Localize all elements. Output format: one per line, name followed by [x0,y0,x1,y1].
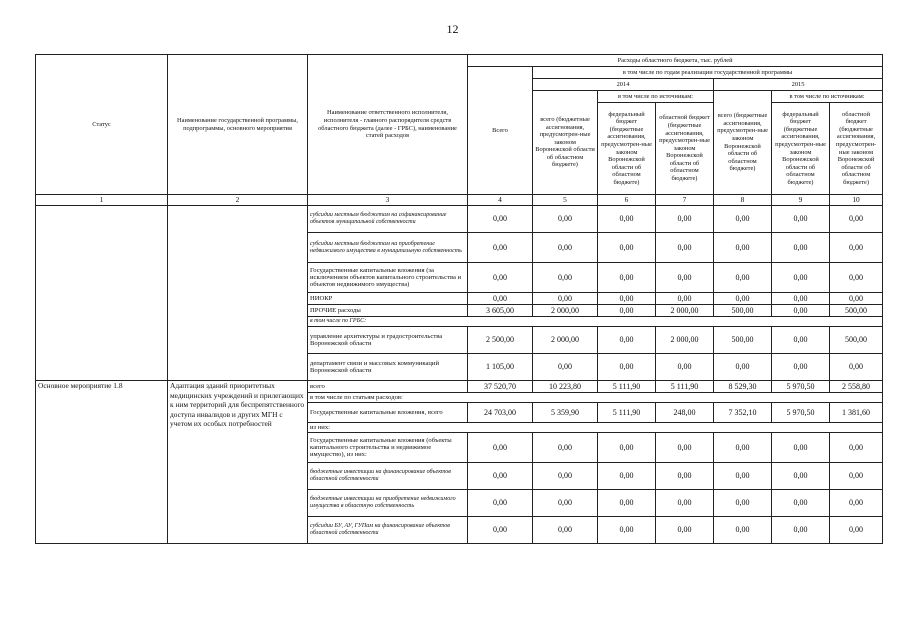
value-cell: 0,00 [533,463,598,490]
row-label: бюджетные инвестиции на финансирование объектов областной собственности [308,463,468,490]
value-cell: 0,00 [772,517,830,544]
value-cell: 0,00 [533,517,598,544]
value-cell: 1 105,00 [468,354,533,381]
value-cell: 0,00 [468,517,533,544]
value-cell: 0,00 [656,354,714,381]
row-label: из них: [308,423,883,433]
value-cell: 0,00 [656,206,714,233]
row-label: всего [308,381,468,393]
header-expenses: Расходы областного бюджета, тыс. рублей [468,55,883,67]
value-cell: 0,00 [598,293,656,305]
value-cell: 0,00 [468,263,533,293]
value-cell: 0,00 [714,517,772,544]
value-cell: 0,00 [598,463,656,490]
header-2014-regional: областной бюджет (бюджетные ассигнования, предусмотрен-ные законом Воронежской области об областном бюджете) [656,103,714,195]
value-cell: 7 352,10 [714,403,772,423]
value-cell: 0,00 [714,263,772,293]
value-cell: 5 970,50 [772,403,830,423]
row-label: субсидии местным бюджетам на софинансирование объектов муниципальной собственности [308,206,468,233]
value-cell: 0,00 [656,293,714,305]
header-2014-total: всего (бюджетные ассигнования, предусмотрен-ные законом Воронежской области об областном бюджете) [533,91,598,195]
value-cell: 0,00 [598,517,656,544]
header-2014-sources: в том числе по источникам: [598,91,714,103]
header-status: Статус [36,55,168,195]
value-cell: 0,00 [533,233,598,263]
column-number: 10 [830,195,883,206]
value-cell: 2 500,00 [468,327,533,354]
value-cell: 0,00 [714,354,772,381]
value-cell: 0,00 [830,490,883,517]
row-label: департамент связи и массовых коммуникаций Воронежской области [308,354,468,381]
value-cell: 0,00 [772,206,830,233]
value-cell: 0,00 [598,233,656,263]
value-cell: 0,00 [533,263,598,293]
value-cell: 0,00 [714,433,772,463]
value-cell: 5 111,90 [598,403,656,423]
header-2015-federal: федеральный бюджет (бюджетные ассигнования, предусмотрен-ные законом Воронежской области об областном бюджете) [772,103,830,195]
value-cell: 248,00 [656,403,714,423]
name-cell-empty [168,206,308,381]
value-cell: 0,00 [468,233,533,263]
value-cell: 0,00 [714,233,772,263]
value-cell: 0,00 [830,293,883,305]
value-cell: 3 605,00 [468,305,533,317]
status-cell-empty [36,206,168,381]
value-cell: 2 000,00 [656,327,714,354]
header-executor: Наименование ответственного исполнителя, исполнителя - главного распорядителя средств областного бюджета (далее - ГРБС), наименование статей расходов [308,55,468,195]
value-cell: 500,00 [830,327,883,354]
value-cell: 0,00 [830,433,883,463]
value-cell: 0,00 [656,233,714,263]
value-cell: 0,00 [533,293,598,305]
value-cell: 2 000,00 [533,305,598,317]
column-number: 4 [468,195,533,206]
measure-name: Адаптация зданий приоритетных медицинских учреждений и прилегающих к ним территорий для беспрепятственного доступа инвалидов и других МГН с учетом их особых потребностей [168,381,308,544]
column-number: 2 [168,195,308,206]
value-cell: 0,00 [598,206,656,233]
value-cell: 2 000,00 [656,305,714,317]
value-cell: 0,00 [714,490,772,517]
value-cell: 0,00 [468,206,533,233]
value-cell: 0,00 [772,263,830,293]
header-total: Всего [468,67,533,195]
value-cell: 0,00 [468,433,533,463]
value-cell: 0,00 [772,293,830,305]
value-cell: 0,00 [468,463,533,490]
header-2014-federal: федеральный бюджет (бюджетные ассигнования, предусмотрен-ные законом Воронежской области об областном бюджете) [598,103,656,195]
measure-status: Основное мероприятие 1.8 [36,381,168,544]
header-program-name: Наименование государственной программы, подпрограммы, основного мероприятия [168,55,308,195]
value-cell: 24 703,00 [468,403,533,423]
value-cell: 0,00 [598,263,656,293]
value-cell: 10 223,80 [533,381,598,393]
header-year-2014: 2014 [533,79,714,91]
value-cell: 0,00 [772,354,830,381]
value-cell: 0,00 [714,463,772,490]
value-cell: 0,00 [598,433,656,463]
header-2015-total: всего (бюджетные ассигнования, предусмотрен-ные законом Воронежской области об областном бюджете) [714,91,772,195]
row-label: субсидии БУ, АУ, ГУПам на финансирование объектов областной собственности [308,517,468,544]
value-cell: 8 529,30 [714,381,772,393]
value-cell: 0,00 [468,293,533,305]
value-cell: 0,00 [533,354,598,381]
value-cell: 0,00 [598,305,656,317]
value-cell: 1 381,60 [830,403,883,423]
value-cell: 5 359,90 [533,403,598,423]
column-number: 7 [656,195,714,206]
value-cell: 0,00 [772,233,830,263]
row-label: в том числе по ГРБС: [308,317,883,327]
value-cell: 0,00 [772,327,830,354]
value-cell: 0,00 [598,327,656,354]
value-cell: 0,00 [533,433,598,463]
value-cell: 0,00 [830,517,883,544]
header-by-years: в том числе по годам реализации государственной программы [533,67,883,79]
page-number: 12 [446,22,459,36]
value-cell: 0,00 [598,354,656,381]
column-number: 1 [36,195,168,206]
value-cell: 0,00 [656,433,714,463]
value-cell: 5 111,90 [656,381,714,393]
value-cell: 500,00 [830,305,883,317]
value-cell: 0,00 [714,293,772,305]
value-cell: 0,00 [656,490,714,517]
value-cell: 0,00 [772,463,830,490]
value-cell: 0,00 [830,233,883,263]
row-label: Государственные капитальные вложения (за исключением объектов капитального строительства и объектов недвижимого имущества) [308,263,468,293]
row-label: в том числе по статьям расходов: [308,393,883,403]
value-cell: 0,00 [533,490,598,517]
value-cell: 0,00 [830,263,883,293]
row-label: бюджетные инвестиции на приобретение недвижимого имущества в областную собственность [308,490,468,517]
value-cell: 0,00 [656,263,714,293]
value-cell: 2 558,80 [830,381,883,393]
row-label: управление архитектуры и градостроительства Воронежской области [308,327,468,354]
value-cell: 0,00 [656,517,714,544]
value-cell: 2 000,00 [533,327,598,354]
header-2015-regional: областной бюджет (бюджетные ассигнования, предусмотрен-ные законом Воронежской области об областном бюджете) [830,103,883,195]
value-cell: 5 111,90 [598,381,656,393]
value-cell: 500,00 [714,305,772,317]
header-year-2015: 2015 [714,79,883,91]
value-cell: 0,00 [772,433,830,463]
value-cell: 0,00 [772,490,830,517]
row-label: НИОКР [308,293,468,305]
row-label: Государственные капитальные вложения (объекты капитального строительства и недвижимое имущество), из них: [308,433,468,463]
column-number: 6 [598,195,656,206]
column-number: 5 [533,195,598,206]
column-number: 8 [714,195,772,206]
value-cell: 0,00 [598,490,656,517]
column-number: 3 [308,195,468,206]
value-cell: 0,00 [533,206,598,233]
value-cell: 5 970,50 [772,381,830,393]
header-2015-sources: в том числе по источникам: [772,91,883,103]
value-cell: 37 520,70 [468,381,533,393]
row-label: Государственные капитальные вложения, всего [308,403,468,423]
value-cell: 0,00 [468,490,533,517]
column-number: 9 [772,195,830,206]
value-cell: 0,00 [830,206,883,233]
row-label: субсидии местным бюджетам на приобретение недвижимого имущества в муниципальную собственность [308,233,468,263]
value-cell: 0,00 [714,206,772,233]
value-cell: 0,00 [772,305,830,317]
value-cell: 0,00 [830,354,883,381]
value-cell: 500,00 [714,327,772,354]
budget-table [35,54,883,544]
row-label: ПРОЧИЕ расходы [308,305,468,317]
value-cell: 0,00 [656,463,714,490]
value-cell: 0,00 [830,463,883,490]
